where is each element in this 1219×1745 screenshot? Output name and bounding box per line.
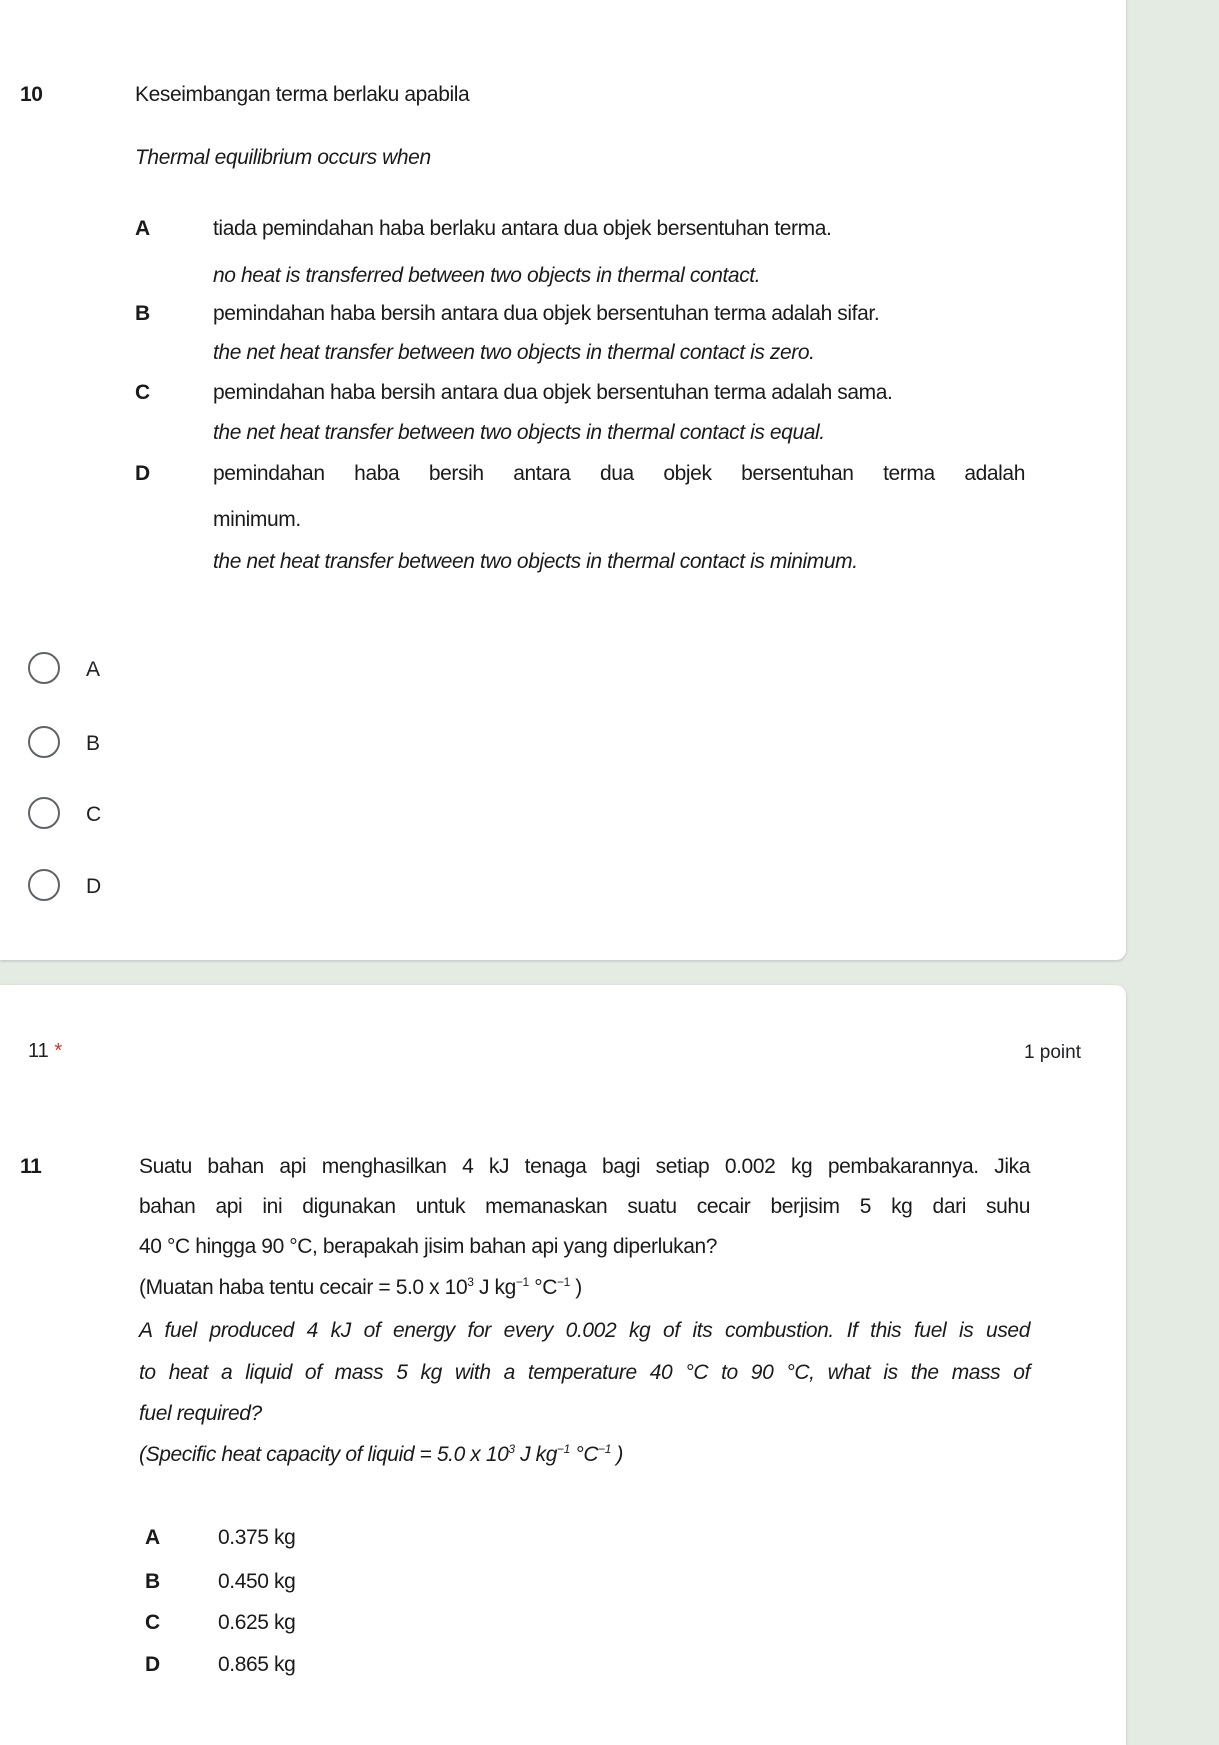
question-title-ms: Keseimbangan terma berlaku apabila [135, 83, 470, 106]
option-text-ms-cont: minimum. [213, 508, 301, 531]
option-text-ms: pemindahan haba bersih antara dua objek bersentuhan terma adalah sama. [213, 381, 893, 404]
question-line-ms: 40 °C hingga 90 °C, berapakah jisim bahan api yang diperlukan? [139, 1235, 718, 1258]
question-number: 10 [20, 83, 43, 106]
question-line-en: to heat a liquid of mass 5 kg with a temperature 40 °C to 90 °C, what is the mass of [139, 1361, 1030, 1384]
option-text-ms: pemindahan haba bersih antara dua objek bersentuhan terma adalah [213, 462, 1025, 485]
option-letter: C [135, 381, 150, 404]
option-text-en: the net heat transfer between two objects in thermal contact is minimum. [213, 550, 858, 573]
option-text-en: no heat is transferred between two objects in thermal contact. [213, 264, 761, 287]
question-label [28, 1040, 62, 1063]
option-letter: D [135, 462, 150, 485]
question-line-en: A fuel produced 4 kJ of energy for every 0.002 kg of its combustion. If this fuel is used [139, 1319, 1030, 1342]
radio-label-b[interactable]: B [86, 732, 101, 755]
option-value: 0.450 kg [218, 1570, 296, 1593]
option-text-ms: tiada pemindahan haba berlaku antara dua objek bersentuhan terma. [213, 217, 832, 240]
radio-d[interactable] [28, 869, 60, 901]
option-letter: A [135, 217, 150, 240]
option-letter: C [145, 1611, 160, 1634]
option-letter: A [145, 1526, 160, 1549]
question-line-ms: bahan api ini digunakan untuk memanaskan suatu cecair berjisim 5 kg dari suhu [139, 1195, 1030, 1218]
radio-c[interactable] [28, 797, 60, 829]
specific-heat-en: (Specific heat capacity of liquid = 5.0 x $10^3$ J $kg^{-1}$ $^\circ C^{-1}$ ) [139, 1442, 624, 1466]
radio-a[interactable] [28, 652, 60, 684]
question-title-en: Thermal equilibrium occurs when [135, 146, 431, 169]
option-value: 0.625 kg [218, 1611, 296, 1634]
question-line-en: fuel required? [139, 1402, 262, 1425]
option-letter: B [135, 302, 150, 325]
option-text-ms: pemindahan haba bersih antara dua objek bersentuhan terma adalah sifar. [213, 302, 880, 325]
required-asterisk: * [54, 1040, 63, 1062]
points-label: 1 point [1023, 1042, 1081, 1063]
option-letter: D [145, 1653, 160, 1676]
option-text-en: the net heat transfer between two objects in thermal contact is equal. [213, 421, 825, 444]
radio-label-d[interactable]: D [86, 875, 102, 898]
option-letter: B [145, 1570, 160, 1593]
question-line-ms: Suatu bahan api menghasilkan 4 kJ tenaga bagi setiap 0.002 kg pembakarannya. Jika [139, 1155, 1030, 1178]
option-text-en: the net heat transfer between two objects in thermal contact is zero. [213, 341, 815, 364]
radio-b[interactable] [28, 726, 60, 758]
radio-label-c[interactable]: C [86, 803, 102, 826]
option-value: 0.865 kg [218, 1653, 296, 1676]
question-number: 11 [28, 1040, 49, 1062]
question-number: 11 [20, 1155, 42, 1178]
radio-label-a[interactable]: A [86, 658, 101, 681]
specific-heat-ms: (Muatan haba tentu cecair = 5.0 x $10^3$ J $kg^{-1}$ $^\circ C^{-1}$ ) [139, 1275, 582, 1299]
option-value: 0.375 kg [218, 1526, 296, 1549]
